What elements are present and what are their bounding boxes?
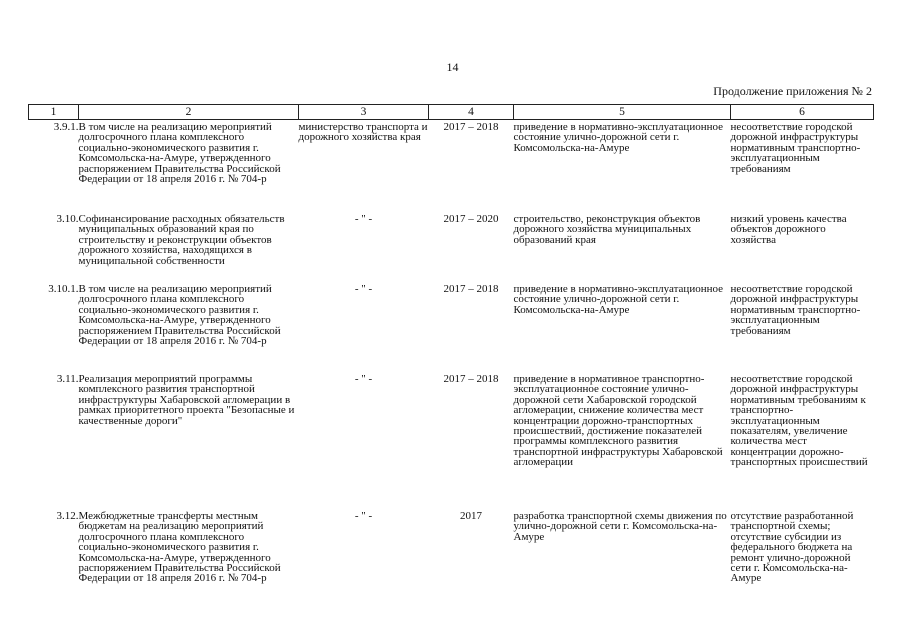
row-number: 3.9.1.	[53, 121, 79, 133]
period: 2017 – 2020	[443, 213, 499, 225]
table-row	[29, 120, 874, 215]
consequence: несоответствие городской дорожной инфраструктуры нормативным транспортно-эксплуатационным требованиям	[730, 121, 861, 175]
executor: - " -	[354, 373, 373, 385]
executor: - " -	[354, 213, 373, 225]
measure-name: Межбюджетные трансферты местным бюджетам на реализацию мероприятий долгосрочного плана комплексного социально-экономического развития г. Комсомольска-на-Амуре, утвержденного распоряжением Правительства Российской Федерации от 18 апреля 2016 г. № 704-р	[78, 510, 281, 585]
column-header: 3	[299, 105, 429, 120]
table-row	[29, 374, 874, 511]
consequence: низкий уровень качества объектов дорожного хозяйства	[730, 213, 847, 246]
measure-name: Реализация мероприятий программы комплексного развития транспортной инфраструктуры Хабаровской агломерации в рамках приоритетного проекта "Безопасные и качественные дороги"	[78, 373, 295, 427]
table-row	[29, 214, 874, 284]
period: 2017 – 2018	[443, 373, 499, 385]
measure-name: Софинансирование расходных обязательств муниципальных образований края по строительству и реконструкции объектов дорожного хозяйства, находящихся в муниципальной собственности	[78, 213, 285, 267]
period: 2017	[460, 510, 482, 522]
column-header: 1	[29, 105, 79, 120]
consequence: отсутствие разработанной транспортной схемы; отсутствие субсидии из федерального бюджета на ремонт улично-дорожной сети г. Комсомольска-на-Амуре	[730, 510, 854, 585]
expected-result: строительство, реконструкция объектов дорожного хозяйства муниципальных образований края	[513, 213, 701, 246]
column-header: 4	[429, 105, 514, 120]
period: 2017 – 2018	[443, 283, 499, 295]
expected-result: приведение в нормативно-эксплуатационное состояние улично-дорожной сети г. Комсомольска-на-Амуре	[513, 283, 723, 316]
executor: министерство транспорта и дорожного хозяйства края	[298, 121, 428, 144]
row-number: 3.10.1.	[48, 283, 79, 295]
row-number: 3.11.	[56, 373, 79, 385]
table-header-row	[29, 105, 874, 120]
executor: - " -	[354, 510, 373, 522]
period: 2017 – 2018	[443, 121, 499, 133]
continuation-label: Продолжение приложения № 2	[713, 84, 872, 98]
table-row	[29, 511, 874, 601]
measure-name: В том числе на реализацию мероприятий долгосрочного плана комплексного социально-экономического развития г. Комсомольска-на-Амуре, утвержденного распоряжением Правительства Российской Федерации от 18 апреля 2016 г. № 704-р	[78, 121, 281, 186]
executor: - " -	[354, 283, 373, 295]
expected-result: разработка транспортной схемы движения по улично-дорожной сети г. Комсомольска-на-Амуре	[513, 510, 727, 543]
page-number: 14	[446, 60, 459, 74]
expected-result: приведение в нормативно-эксплуатационное состояние улично-дорожной сети г. Комсомольска-на-Амуре	[513, 121, 723, 154]
expected-result: приведение в нормативное транспортно-эксплуатационное состояние улично-дорожной сети Хабаровской городской агломерации, снижение количества мест концентрации дорожно-транспортных происшествий, достижение показателей программы комплексного развития транспортной инфраструктуры Хабаровской агломерации	[513, 373, 723, 469]
row-number: 3.10.	[56, 213, 79, 225]
column-header: 5	[514, 105, 731, 120]
consequence: несоответствие городской дорожной инфраструктуры нормативным транспортно-эксплуатационным требованиям	[730, 283, 861, 337]
column-header: 2	[79, 105, 299, 120]
column-header: 6	[731, 105, 874, 120]
appendix-table	[28, 104, 874, 601]
consequence: несоответствие городской дорожной инфраструктуры нормативным требованиям к транспортно-эксплуатационным показателям, увеличение количества мест концентрации дорожно-транспортных происшествий	[730, 373, 868, 469]
measure-name: В том числе на реализацию мероприятий долгосрочного плана комплексного социально-экономического развития г. Комсомольска-на-Амуре, утвержденного распоряжением Правительства Российской Федерации от 18 апреля 2016 г. № 704-р	[78, 283, 281, 348]
table-row	[29, 284, 874, 374]
row-number: 3.12.	[56, 510, 79, 522]
